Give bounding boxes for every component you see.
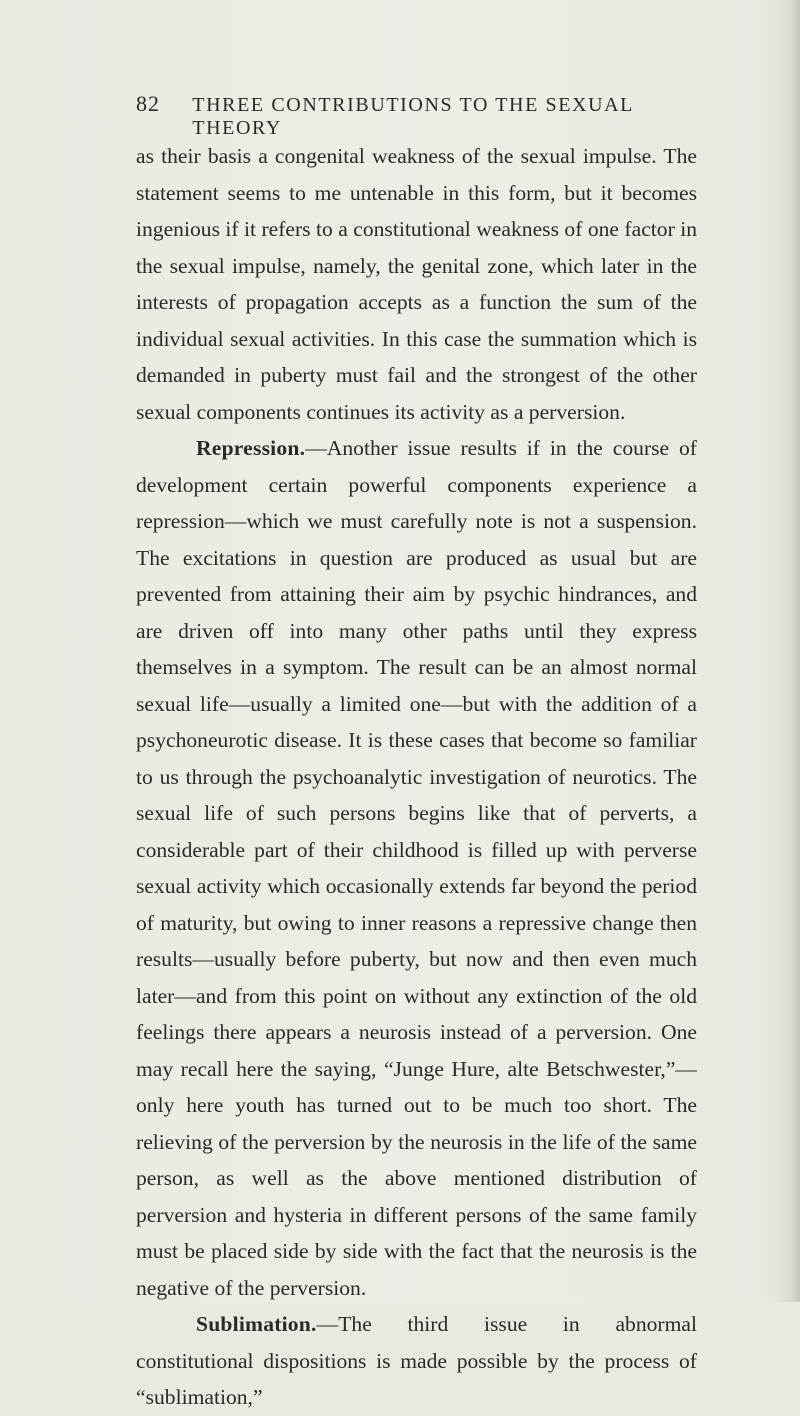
paragraph-text: —The third issue in abnormal constitutional dispositions is made possible by the process of “sublimation,”	[136, 1312, 697, 1409]
page-edge-shadow	[788, 0, 800, 1302]
paragraph-continuation	[136, 138, 697, 430]
running-title: THREE CONTRIBUTIONS TO THE SEXUAL THEORY	[192, 94, 634, 139]
page-number: 82	[136, 91, 160, 116]
paragraph-sublimation	[136, 1306, 697, 1416]
paragraph-repression	[136, 430, 697, 1306]
body-text	[136, 138, 697, 1416]
section-heading-sublimation: Sublimation.	[196, 1312, 317, 1336]
running-header	[136, 91, 696, 140]
paragraph-text: —Another issue results if in the course of development certain powerful components experience a repression—which we must carefully note is not a suspension. The excitations in question are produced as usual but are prevented from attaining their aim by psychic hindrances, and are driven off into many other paths until they express themselves in a symptom. The result can be an almost normal sexual life—usually a limited one—but with the addition of a psychoneurotic disease. It is these cases that become so familiar to us through the psychoanalytic investigation of neurotics. The sexual life of such persons begins like that of perverts, a considerable part of their childhood is filled up with perverse sexual activity which occasionally extends far beyond the period of maturity, but owing to inner reasons a repressive change then results—usually before puberty, but now and then even much later—and from this point on without any extinction of the old feelings there appears a neurosis instead of a perversion. One may recall here the saying, “Junge Hure, alte Betschwester,”—only here youth has turned out to be much too short. The relieving of the perversion by the neurosis in the life of the same person, as well as the above mentioned distribution of perversion and hysteria in different persons of the same family must be placed side by side with the fact that the neurosis is the negative of the perversion.	[136, 436, 697, 1300]
section-heading-repression: Repression.	[196, 436, 306, 460]
paragraph-text: as their basis a congenital weakness of the sexual impulse. The statement seems to me untenable in this form, but it becomes ingenious if it refers to a constitutional weakness of one factor in the sexual impulse, namely, the genital zone, which later in the interests of propagation accepts as a function the sum of the individual sexual activities. In this case the summation which is demanded in puberty must fail and the strongest of the other sexual components continues its activity as a perversion.	[136, 144, 697, 424]
